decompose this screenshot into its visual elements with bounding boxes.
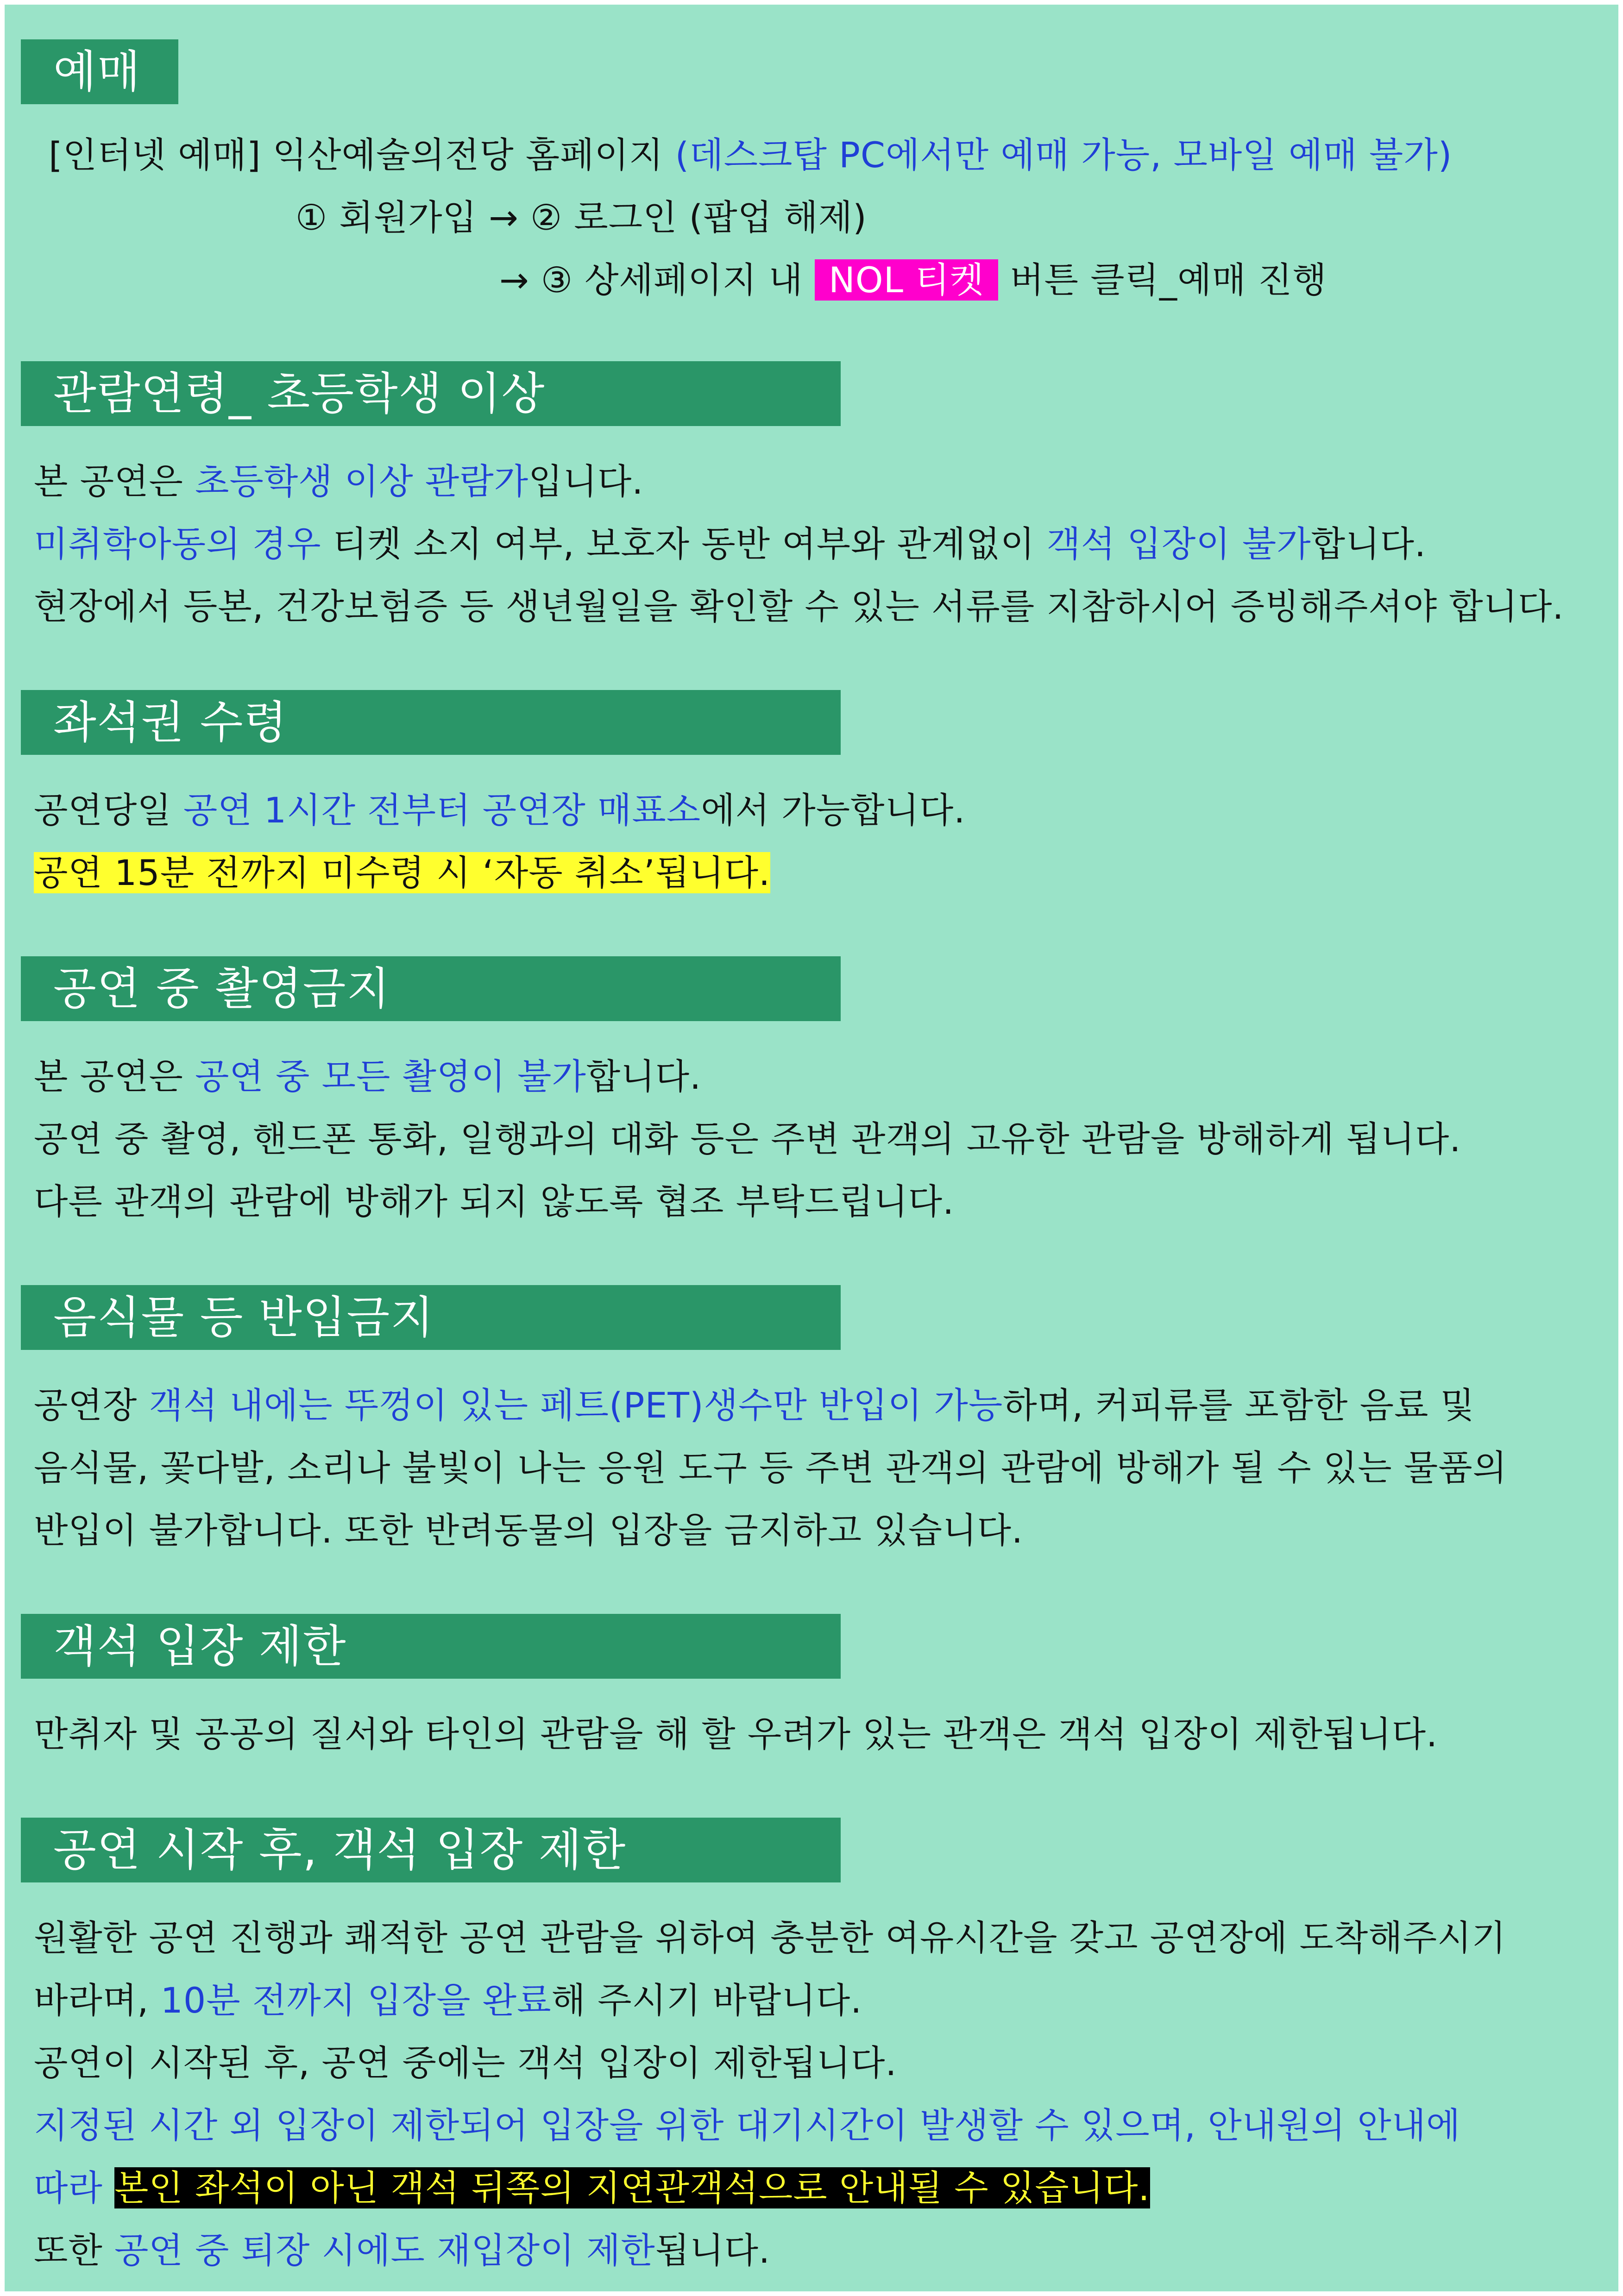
section-header-food: 음식물 등 반입금지 [21,1285,841,1350]
late-line-6-text: 또한 [34,2230,114,2271]
late-line-6 [34,2225,770,2276]
late-line-1: 원활한 공연 진행과 쾌적한 공연 관람을 위하여 충분한 여유시간을 갖고 공연장에 도착해주시기 [34,1917,1506,1958]
age-line-2 [34,519,1426,570]
age-line-1 [34,456,643,507]
section-header-booking: 예매 [21,39,178,104]
ticket-line-2 [34,847,770,898]
ticket-auto-cancel-highlight: 공연 15분 전까지 미수령 시 ‘자동 취소’됩니다. [34,852,771,893]
section-header-restrict: 객석 입장 제한 [21,1614,841,1679]
section-header-photo: 공연 중 촬영금지 [21,956,841,1021]
nol-ticket-button[interactable]: NOL 티켓 [815,259,998,301]
photo-line-1-emph: 공연 중 모든 촬영이 불가 [195,1056,586,1097]
booking-line-3 [499,255,1327,306]
age-line-2-text: 티켓 소지 여부, 보호자 동반 여부와 관계없이 [321,523,1047,565]
photo-line-1-post: 합니다. [586,1056,702,1097]
age-line-3: 현장에서 등본, 건강보험증 등 생년월일을 확인할 수 있는 서류를 지참하시어 증빙해주셔야 합니다. [34,586,1564,627]
booking-line-1 [49,130,1452,181]
ticket-line-1 [34,785,965,836]
late-line-5-emph: 따라 [34,2167,114,2208]
late-line-2-post: 해 주시기 바랍니다. [551,1980,862,2021]
age-line-2-emph2: 객석 입장이 불가 [1046,523,1311,565]
restrict-line-1: 만취자 및 공공의 질서와 타인의 관람을 해 할 우려가 있는 관객은 객석 입장이 제한됩니다. [34,1713,1438,1755]
booking-line-3-text: → ③ 상세페이지 내 [499,259,815,301]
food-line-1-emph: 객석 내에는 뚜껑이 있는 페트(PET)생수만 반입이 가능 [149,1385,1003,1426]
late-line-6-emph: 공연 중 퇴장 시에도 재입장이 제한 [114,2230,655,2271]
photo-line-2: 공연 중 촬영, 핸드폰 통화, 일행과의 대화 등은 주변 관객의 고유한 관람을 방해하게 됩니다. [34,1118,1461,1160]
food-line-1 [34,1380,1475,1431]
ticket-line-1-emph: 공연 1시간 전부터 공연장 매표소 [183,790,701,831]
ticket-line-1-post: 에서 가능합니다. [701,790,966,831]
late-line-4: 지정된 시간 외 입장이 제한되어 입장을 위한 대기시간이 발생할 수 있으며, 안내원의 안내에 [34,2105,1461,2146]
age-line-2-emph1: 미취학아동의 경우 [34,523,321,565]
food-line-2: 음식물, 꽃다발, 소리나 불빛이 나는 응원 도구 등 주변 관객의 관람에 방해가 될 수 있는 물품의 [34,1447,1508,1488]
food-line-1-text: 공연장 [34,1385,149,1426]
photo-line-1 [34,1051,701,1102]
photo-line-3: 다른 관객의 관람에 방해가 되지 않도록 협조 부탁드립니다. [34,1181,955,1222]
booking-line-1-text: [인터넷 예매] 익산예술의전당 홈페이지 [49,134,675,176]
booking-line-1-note: (데스크탑 PC에서만 예매 가능, 모바일 예매 불가) [675,134,1453,176]
late-line-5 [34,2163,1150,2214]
late-line-2-text: 바라며, [34,1980,161,2021]
photo-line-1-text: 본 공연은 [34,1056,195,1097]
food-line-1-post: 하며, 커피류를 포함한 음료 및 [1003,1385,1475,1426]
age-line-2-post: 합니다. [1311,523,1427,565]
late-line-2 [34,1975,862,2026]
late-seat-highlight: 본인 좌석이 아닌 객석 뒤쪽의 지연관객석으로 안내될 수 있습니다. [114,2167,1150,2208]
late-line-2-emph: 10분 전까지 입장을 완료 [160,1980,552,2021]
section-header-age: 관람연령_ 초등학생 이상 [21,361,841,426]
late-line-3: 공연이 시작된 후, 공연 중에는 객석 입장이 제한됩니다. [34,2042,897,2083]
age-line-1-text: 본 공연은 [34,461,195,502]
booking-line-3-text-post: 버튼 클릭_예매 진행 [998,259,1327,301]
ticket-line-1-text: 공연당일 [34,790,183,831]
section-header-late: 공연 시작 후, 객석 입장 제한 [21,1818,841,1882]
section-header-ticket: 좌석권 수령 [21,690,841,755]
age-line-1-emph: 초등학생 이상 관람가 [195,461,529,502]
notice-panel [5,5,1618,2291]
age-line-1-post: 입니다. [528,461,644,502]
booking-line-2: ① 회원가입 → ② 로그인 (팝업 해제) [296,197,867,238]
food-line-3: 반입이 불가합니다. 또한 반려동물의 입장을 금지하고 있습니다. [34,1510,1024,1551]
late-line-6-post: 됩니다. [655,2230,771,2271]
